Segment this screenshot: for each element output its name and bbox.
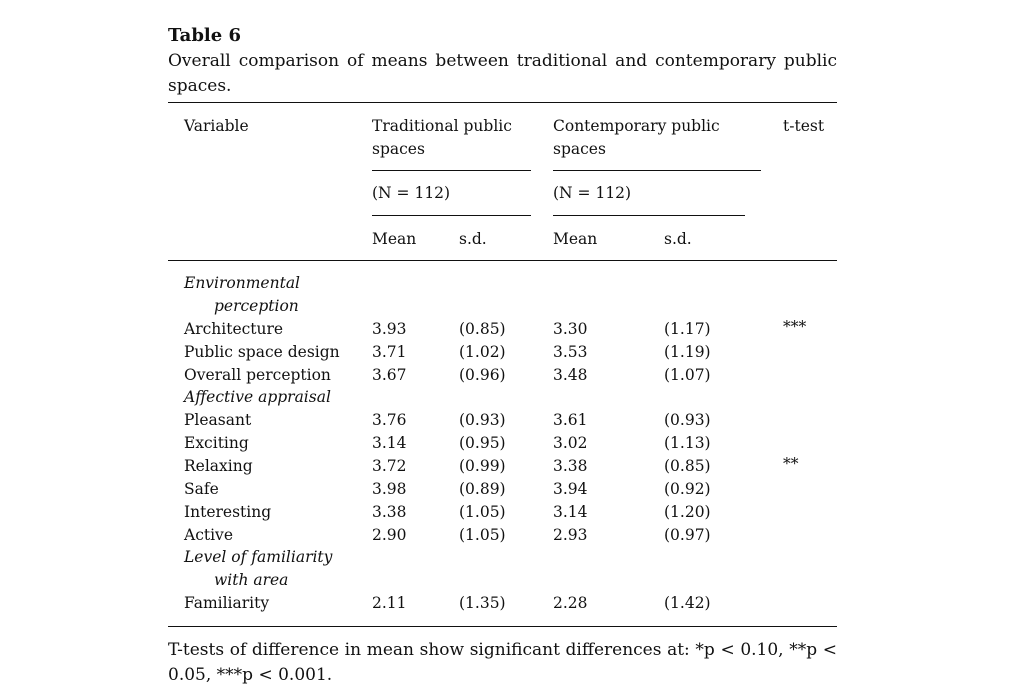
- row-cont-sd: (0.92): [664, 480, 711, 498]
- row-cont-mean: 3.48: [553, 366, 588, 384]
- row-trad-mean: 3.67: [372, 366, 407, 384]
- row-trad-sd: (1.02): [459, 343, 506, 361]
- row-cont-mean: 3.30: [553, 320, 588, 338]
- row-cont-mean: 3.94: [553, 480, 588, 498]
- section-title-familiarity: Level of familiarity: [184, 548, 333, 566]
- row-ttest: ***: [783, 318, 807, 336]
- row-variable: Overall perception: [184, 366, 331, 384]
- row-trad-sd: (1.35): [459, 594, 506, 612]
- table-label: Table 6: [168, 25, 242, 46]
- header-ttest: t-test: [783, 117, 825, 135]
- table-caption: Overall comparison of means between traditional and contemporary public spaces.: [168, 51, 837, 96]
- row-trad-mean: 2.90: [372, 526, 407, 544]
- header-traditional-line1: Traditional public: [372, 117, 512, 135]
- section-title-environmental-cont: perception: [214, 297, 299, 315]
- header-variable: Variable: [184, 117, 249, 135]
- row-trad-mean: 3.71: [372, 343, 407, 361]
- row-cont-sd: (1.20): [664, 503, 711, 521]
- header-n-traditional: (N = 112): [372, 184, 451, 202]
- contemporary-n-rule: [553, 215, 745, 216]
- row-trad-sd: (0.96): [459, 366, 506, 384]
- row-trad-mean: 3.98: [372, 480, 407, 498]
- row-trad-sd: (0.93): [459, 411, 506, 429]
- row-trad-sd: (1.05): [459, 503, 506, 521]
- table-footnote: T-tests of difference in mean show significant differences at: *p < 0.10, **p < 0.05, ***p < 0.001.: [168, 640, 837, 685]
- header-contemporary-line1: Contemporary public: [553, 117, 720, 135]
- row-cont-sd: (1.07): [664, 366, 711, 384]
- row-cont-sd: (1.42): [664, 594, 711, 612]
- header-mean-contemporary: Mean: [553, 230, 598, 248]
- section-title-affective: Affective appraisal: [184, 388, 331, 406]
- row-variable: Public space design: [184, 343, 340, 361]
- row-variable: Interesting: [184, 503, 272, 521]
- row-cont-sd: (1.13): [664, 434, 711, 452]
- row-variable: Architecture: [184, 320, 284, 338]
- header-bottom-rule: [168, 260, 837, 261]
- row-trad-mean: 3.14: [372, 434, 407, 452]
- row-trad-sd: (0.85): [459, 320, 506, 338]
- header-n-contemporary: (N = 112): [553, 184, 632, 202]
- row-cont-sd: (0.97): [664, 526, 711, 544]
- row-trad-mean: 3.72: [372, 457, 407, 475]
- row-ttest: **: [783, 455, 799, 473]
- row-trad-mean: 3.93: [372, 320, 407, 338]
- row-variable: Exciting: [184, 434, 249, 452]
- row-variable: Pleasant: [184, 411, 252, 429]
- row-trad-mean: 3.76: [372, 411, 407, 429]
- row-cont-mean: 2.28: [553, 594, 588, 612]
- traditional-n-rule: [372, 215, 531, 216]
- row-cont-sd: (1.17): [664, 320, 711, 338]
- row-trad-sd: (0.99): [459, 457, 506, 475]
- row-cont-mean: 3.14: [553, 503, 588, 521]
- row-trad-sd: (0.95): [459, 434, 506, 452]
- row-trad-sd: (1.05): [459, 526, 506, 544]
- row-cont-sd: (0.85): [664, 457, 711, 475]
- row-variable: Active: [184, 526, 233, 544]
- row-cont-mean: 3.53: [553, 343, 588, 361]
- row-cont-mean: 3.61: [553, 411, 588, 429]
- header-sd-traditional: s.d.: [459, 230, 487, 248]
- section-title-familiarity-cont: with area: [214, 571, 289, 589]
- header-traditional-line2: spaces: [372, 140, 425, 158]
- header-sd-contemporary: s.d.: [664, 230, 692, 248]
- row-variable: Safe: [184, 480, 219, 498]
- row-trad-mean: 3.38: [372, 503, 407, 521]
- table-page: [168, 0, 837, 696]
- row-trad-mean: 2.11: [372, 594, 407, 612]
- row-cont-mean: 2.93: [553, 526, 588, 544]
- row-cont-sd: (0.93): [664, 411, 711, 429]
- row-cont-sd: (1.19): [664, 343, 711, 361]
- row-variable: Familiarity: [184, 594, 270, 612]
- row-cont-mean: 3.02: [553, 434, 588, 452]
- contemporary-spanner-rule: [553, 170, 761, 171]
- bottom-rule: [168, 626, 837, 627]
- section-title-environmental: Environmental: [184, 274, 301, 292]
- traditional-spanner-rule: [372, 170, 531, 171]
- top-rule: [168, 102, 837, 103]
- row-cont-mean: 3.38: [553, 457, 588, 475]
- row-variable: Relaxing: [184, 457, 253, 475]
- row-trad-sd: (0.89): [459, 480, 506, 498]
- header-mean-traditional: Mean: [372, 230, 417, 248]
- header-contemporary-line2: spaces: [553, 140, 606, 158]
